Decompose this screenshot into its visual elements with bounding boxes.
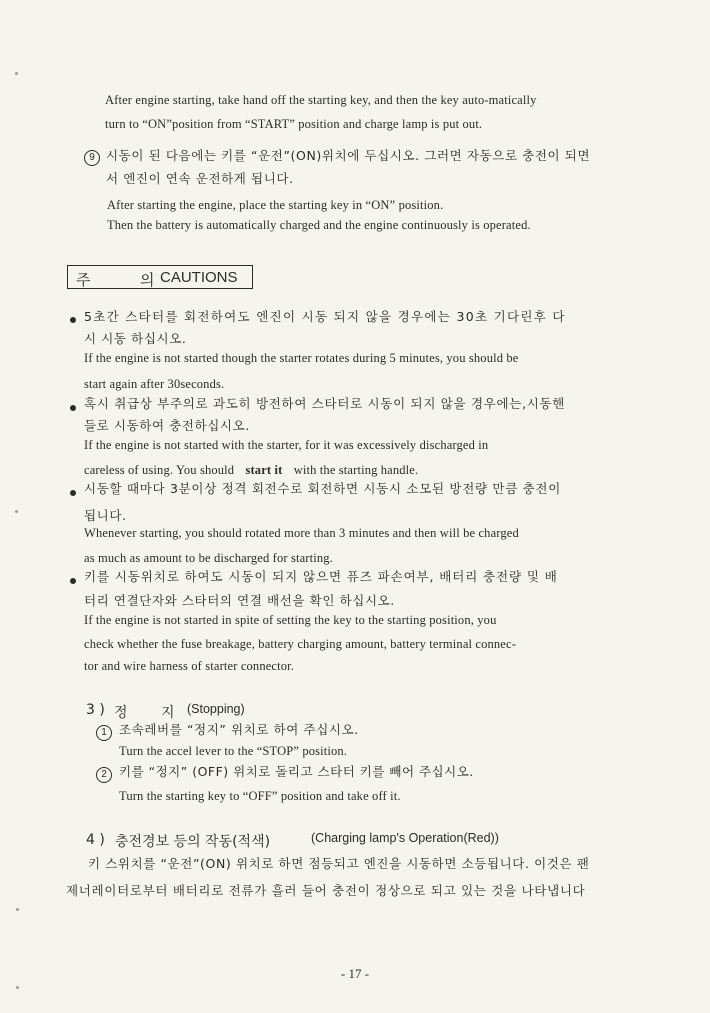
stopping-title-en: (Stopping) <box>187 702 245 716</box>
caution-2-en-line-2 <box>84 464 418 477</box>
bullet-icon <box>70 405 76 411</box>
step-1-marker: 1 <box>96 725 112 741</box>
scan-speck <box>16 908 19 911</box>
scan-speck <box>16 986 19 989</box>
caution-2-en-line-2c: with the starting handle. <box>293 463 419 477</box>
caution-3-ko-line-1: 시동할 때마다 3분이상 정격 회전수로 회전하면 시동시 소모된 방전량 만큼 충전이 <box>84 481 561 496</box>
page-number: - 17 - <box>340 966 370 981</box>
step-2-en: Turn the starting key to “OFF” position and take off it. <box>119 789 401 803</box>
caution-4-ko-line-1: 키를 시동위치로 하여도 시동이 되지 않으면 퓨즈 파손여부, 배터리 충전량 및 배 <box>84 569 558 584</box>
step-1-en: Turn the accel lever to the “STOP” position. <box>119 744 348 758</box>
intro-en-line-1: After engine starting, take hand off the starting key, and then the key auto-matically <box>105 93 537 107</box>
caution-2-ko-line-1: 혹시 취급상 부주의로 과도히 방전하여 스타터로 시동이 되지 않을 경우에는,시동핸 <box>84 396 566 411</box>
step-2-ko: 키를 “정지” (OFF) 위치로 돌리고 스타터 키를 빼어 주십시오. <box>119 764 474 779</box>
caution-1-ko-line-2: 시 시동 하십시오. <box>84 331 187 346</box>
caution-3-en-line-2: as much as amount to be discharged for starting. <box>84 551 333 565</box>
step-1-ko: 조속레버를 “정지” 위치로 하여 주십시오. <box>119 722 359 737</box>
scan-speck <box>15 510 18 513</box>
caution-4-en-line-3: tor and wire harness of starter connector. <box>84 659 295 673</box>
caution-2-ko-line-2: 들로 시동하여 충전하십시오. <box>84 418 250 433</box>
cautions-heading-en: CAUTIONS <box>160 269 238 286</box>
step-2-marker: 2 <box>96 767 112 783</box>
charging-number: 4 ) <box>86 832 105 848</box>
caution-4-ko-line-2: 터리 연결단자와 스타터의 연결 배선을 확인 하십시오. <box>84 593 395 608</box>
caution-4-en-line-1: If the engine is not started in spite of setting the key to the starting position, you <box>84 613 497 627</box>
item-9-en-line-2: Then the battery is automatically charged and the engine continuously is operated. <box>107 218 531 232</box>
item-9-en-line-1: After starting the engine, place the starting key in “ON” position. <box>107 198 444 212</box>
charging-ko-line-1: 키 스위치를 “운전”(ON) 위치로 하면 점등되고 엔진을 시동하면 소등됩니다. 이것은 팬 <box>88 856 590 871</box>
bullet-icon <box>70 490 76 496</box>
stopping-number: 3 ) <box>86 702 105 718</box>
caution-1-en-line-2: start again after 30seconds. <box>84 377 225 391</box>
item-9-ko-line-2: 서 엔진이 연속 운전하게 됩니다. <box>106 171 294 186</box>
item-9-ko-line-1: 시동이 된 다음에는 키를 “운전”(ON)위치에 두십시오. 그러면 자동으로 충전이 되면 <box>106 148 591 163</box>
charging-ko-line-2: 제너레이터로부터 배터리로 전류가 흘러 들어 충전이 정상으로 되고 있는 것을 나타냅니다 <box>66 883 586 898</box>
cautions-heading-ko-1: 주 <box>76 272 91 289</box>
caution-2-en-line-2a: careless of using. You should <box>84 463 235 477</box>
caution-2-en-line-2b: start it <box>245 463 283 477</box>
intro-en-line-2: turn to “ON”position from “START” position and charge lamp is put out. <box>105 117 483 131</box>
caution-1-en-line-1: If the engine is not started though the starter rotates during 5 minutes, you should be <box>84 351 519 365</box>
charging-title-en: (Charging lamp's Operation(Red)) <box>311 831 499 845</box>
stopping-title-ko-2: 지 <box>161 705 175 721</box>
caution-4-en-line-2: check whether the fuse breakage, battery charging amount, battery terminal connec- <box>84 637 517 651</box>
scan-speck <box>15 72 18 75</box>
charging-title-ko: 충전경보 등의 작동(적색) <box>115 834 271 850</box>
caution-1-ko-line-1: 5초간 스타터를 회전하여도 엔진이 시동 되지 않을 경우에는 30초 기다린후 다 <box>84 309 566 324</box>
caution-2-en-line-1: If the engine is not started with the starter, for it was excessively discharged in <box>84 438 489 452</box>
item-9-marker: 9 <box>84 150 100 166</box>
bullet-icon <box>70 317 76 323</box>
caution-3-en-line-1: Whenever starting, you should rotated more than 3 minutes and then will be charged <box>84 526 519 540</box>
bullet-icon <box>70 578 76 584</box>
cautions-heading-ko-2: 의 <box>140 272 155 289</box>
cautions-heading-box <box>67 265 253 289</box>
stopping-title-ko-1: 정 <box>114 705 128 721</box>
caution-3-ko-line-2: 됩니다. <box>84 508 127 523</box>
